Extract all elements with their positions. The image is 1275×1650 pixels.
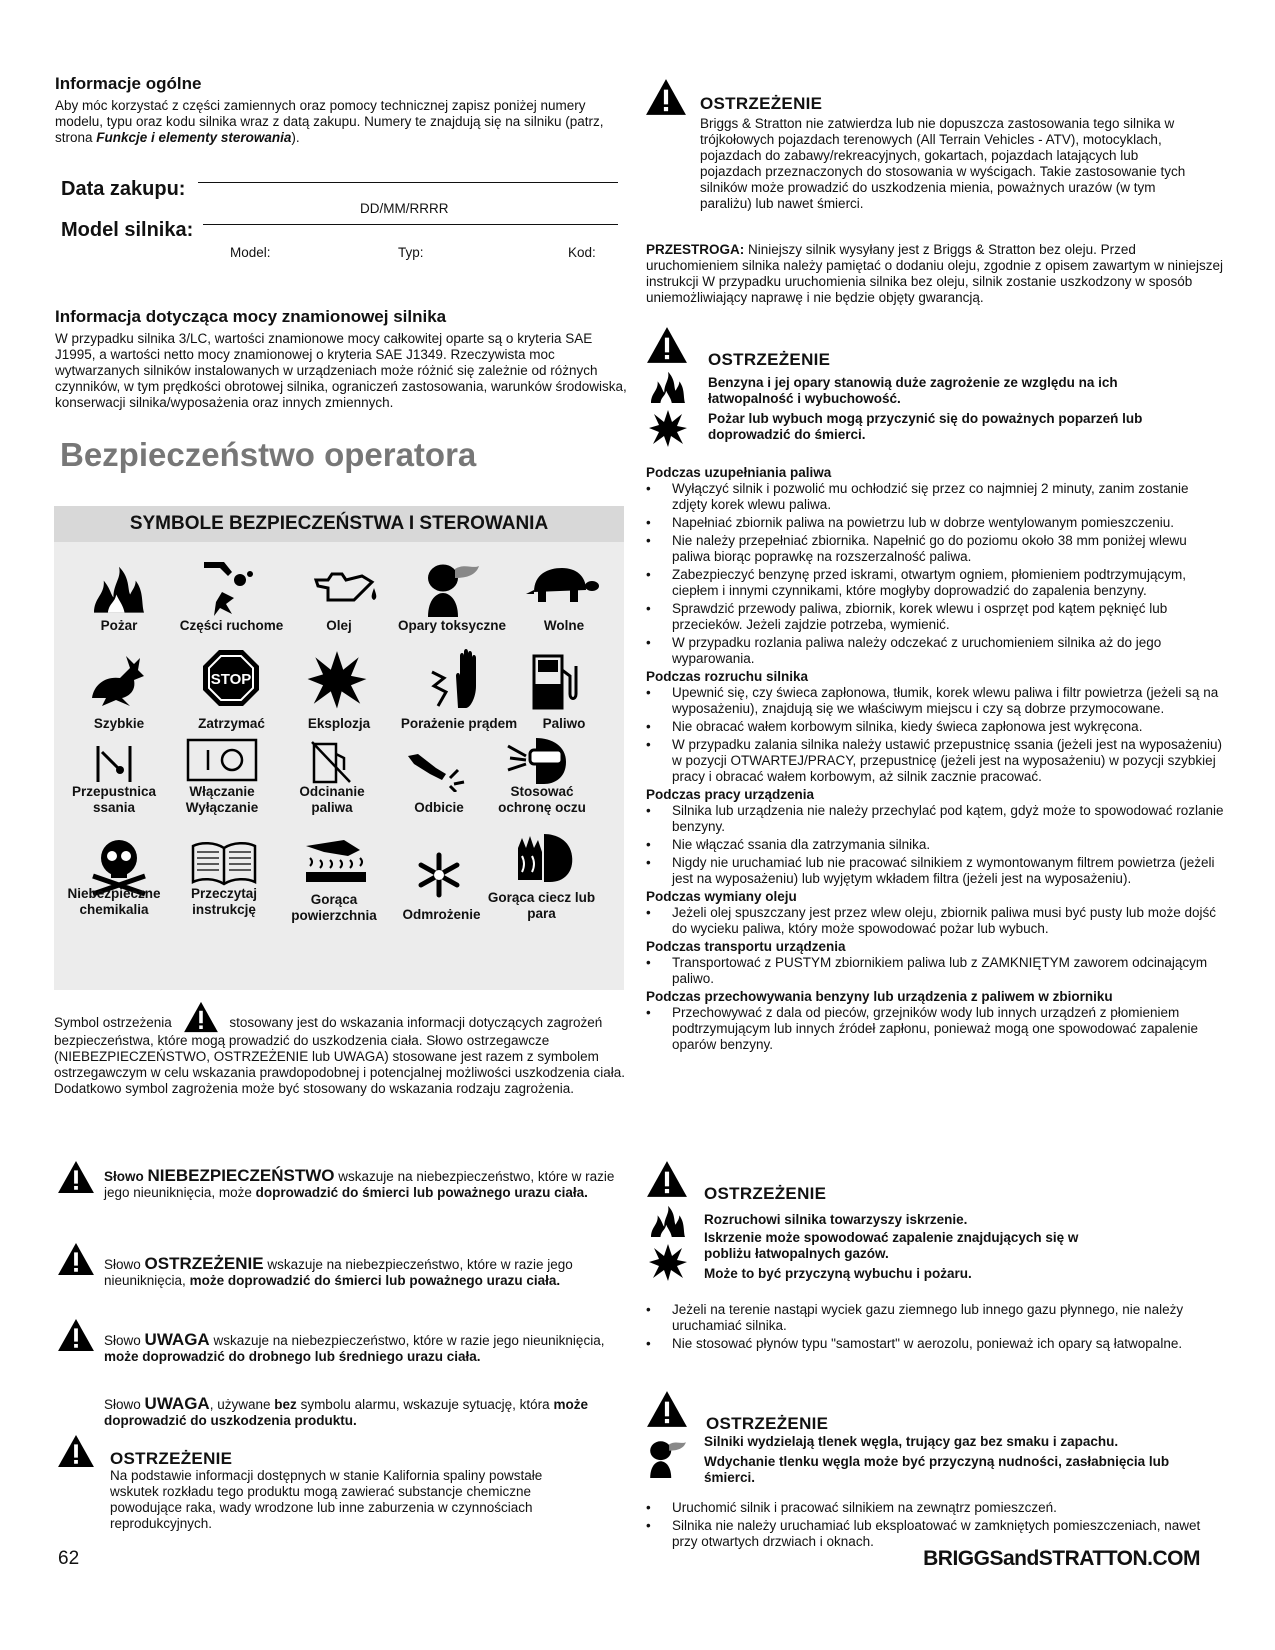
- list-item: • Nigdy nie uruchamiać lub nie pracować silnikiem z wymontowanym filtrem powietrza (jeżeli jest na wyposażeniu) lub wyjętym wkładem filtra (jeżeli jest na wyposażeniu).: [646, 855, 1226, 887]
- symbol-label: Zatrzymać: [198, 716, 265, 731]
- symbol-label: Opary toksyczne: [397, 618, 507, 633]
- list-item: • Uruchomić silnik i pracować silnikiem na zewnątrz pomieszczeń.: [646, 1500, 1206, 1516]
- symbol-kickback: [406, 752, 476, 797]
- spark-warning-head: OSTRZEŻENIE: [704, 1184, 827, 1203]
- hot-liquid-icon: [514, 830, 576, 886]
- fuel-section-head: Podczas rozruchu silnika: [646, 669, 809, 684]
- warning-triangle-icon: [57, 1242, 95, 1276]
- danger-triangle-icon: [57, 1160, 95, 1194]
- atv-warning-head: OSTRZEŻENIE: [700, 94, 823, 113]
- co-warning-line2: Wdychanie tlenku węgla może być przyczyną nudności, zasłabnięcia lub śmierci.: [704, 1454, 1170, 1485]
- hot-surface-icon: [304, 836, 370, 886]
- fuel-warning-line1: Benzyna i jej opary stanowią duże zagrożenie ze względu na ich łatwopalność i wybuchowość.: [708, 375, 1118, 406]
- fuel-warning-line2: Pożar lub wybuch mogą przyczynić się do poważnych poparzeń lub doprowadzić do śmierci.: [708, 411, 1143, 442]
- symbol-label: Gorąca ciecz lub para: [487, 890, 596, 921]
- frostbite-icon: [416, 852, 462, 898]
- symbol-label: Odcinanie paliwa: [299, 784, 365, 815]
- alert-triangle-icon: [182, 1001, 220, 1033]
- list-item: • Nie należy przepełniać zbiornika. Napełnić go do poziomu około 38 mm poniżej wlewu paliwa biorąc poprawkę na rozszerzalność paliwa.: [646, 533, 1226, 565]
- atv-warning-text: Briggs & Stratton nie zatwierdza lub nie dopuszcza zastosowania tego silnika w trójkołowych pojazdach terenowych (All Terrain Vehicles - ATV), motocyklach, pojazdach do zabawy/rekreacyjnych, gokartach, pojazdach latających lub pojazdach przeznaczonych do stosowania w wyścigach. Takie zastosowanie tych silników może prowadzić do uszkodzenia mienia, poważnych urazów (w tym paraliżu) lub nawet śmierci.: [700, 116, 1186, 211]
- warning-signal-text: Słowo OSTRZEŻENIE wskazuje na niebezpieczeństwo, które w razie jego nieuniknięcia, może doprowadzić do śmierci lub poważnego urazu ciała.: [104, 1254, 573, 1288]
- symbol-explosion: [306, 648, 368, 715]
- california-warning-text: Na podstawie informacji dostępnych w stanie Kalifornia spaliny powstałe wskutek rozkładu tego produktu mogą zawierać substancje chemiczne powodujące raka, wady wrodzone lub inne zaburzenia w czynnościach reprodukcyjnych.: [110, 1468, 543, 1531]
- list-item: • Jeżeli na terenie nastąpi wyciek gazu ziemnego lub innego gazu płynnego, nie należy uruchamiać silnika.: [646, 1302, 1206, 1334]
- symbol-label: Paliwo: [542, 716, 586, 731]
- svg-text:STOP: STOP: [210, 671, 252, 688]
- fuel-warning-head: OSTRZEŻENIE: [708, 350, 831, 369]
- symbol-label: Przepustnica ssania: [71, 784, 157, 815]
- fuel-section-head: Podczas transportu urządzenia: [646, 939, 846, 954]
- symbol-shock: [426, 646, 488, 715]
- power-rating-text: W przypadku silnika 3/LC, wartości znamionowe mocy całkowitej oparte są o kryteria SAE J1995, a wartości netto mocy znamionowej o kryteria SAE J1349. Rzeczywista moc wytwarzanych silników instalowanych w urządzeniach może różnić się zależnie od różnych czynników, w tym prędkości obrotowej silnika, ograniczeń zastosowania, warunków środowiska, konserwacji silnika/wyposażenia oraz innych zmiennych.: [55, 331, 627, 410]
- symbol-stop: [201, 648, 261, 713]
- list-item: • Transportować z PUSTYM zbiornikiem paliwa lub z ZAMKNIĘTYM zaworem odcinającym paliwo.: [646, 955, 1226, 987]
- explosion-icon: [648, 408, 688, 448]
- symbols-title-bar: SYMBOLE BEZPIECZEŃSTWA I STEROWANIA: [54, 506, 624, 542]
- code-sublabel: Kod:: [568, 245, 596, 260]
- symbol-choke: [94, 744, 134, 789]
- symbol-label: Odmrożenie: [402, 907, 481, 922]
- page-number: 62: [58, 1548, 80, 1569]
- fire-icon: [648, 1204, 688, 1238]
- symbol-eye-protection: [506, 736, 568, 791]
- spark-warning-line3: Może to być przyczyną wybuchu i pożaru.: [704, 1266, 972, 1281]
- california-warning-head: OSTRZEŻENIE: [110, 1449, 233, 1468]
- symbol-label: Eksplozja: [307, 716, 371, 731]
- fuel-section-head: Podczas uzupełniania paliwa: [646, 465, 832, 480]
- list-item: • Wyłączyć silnik i pozwolić mu ochłodzić się przez co najmniej 2 minuty, zanim zostanie zdjęty korek wlewu paliwa.: [646, 481, 1226, 513]
- list-item: • Silnika lub urządzenia nie należy przechylać pod kątem, gdyż może to spowodować rozlanie benzyny.: [646, 803, 1226, 835]
- symbol-label: Gorąca powierzchnia: [291, 892, 377, 923]
- alert-symbol-text: Symbol ostrzeżenia stosowany jest do wskazania informacji dotyczących zagrożeń bezpieczeństwa, które mogą prowadzić do uszkodzenia ciała. Słowo ostrzegawcze (NIEBEZPIECZEŃSTWO, OSTRZEŻENIE lub UWAGA) stosowane jest razem z symbolem ostrzegawczym w celu wskazania prawdopodobnej i potencjalnej możliwości uszkodzenia ciała. Dodatkowo symbol zagrożenia może być stosowany do wskazania rodzaju zagrożenia.: [54, 1001, 626, 1097]
- engine-model-label: Model silnika:: [61, 219, 194, 241]
- eye-protection-icon: [506, 736, 568, 786]
- fire-icon: [86, 564, 152, 614]
- symbol-toxic: [422, 556, 482, 623]
- toxic-fumes-icon: [646, 1436, 688, 1478]
- explosion-icon: [306, 648, 368, 710]
- purchase-date-label: Data zakupu:: [61, 178, 186, 200]
- section-title: Bezpieczeństwo operatora: [60, 436, 477, 473]
- symbol-label: Wolne: [543, 618, 585, 633]
- list-item: • Przechowywać z dala od pieców, grzejników wody lub innych urządzeń z płomieniem podtrzymującym lub innych źródeł zapłonu, ponieważ mogą one spowodować zapalenie oparów benzyny.: [646, 1005, 1226, 1053]
- symbol-label: Pożar: [100, 618, 138, 633]
- list-item: • W przypadku zalania silnika należy ustawić przepustnicę ssania (jeżeli jest na wyposażeniu) w pozycji OTWARTEJ/PRACY, przepustnicę (jeżeli jest na wyposażeniu) w pozycji szybkiej pracy i obracać wałem korbowym, aż silnik zacznie pracować.: [646, 737, 1226, 785]
- symbols-panel: [54, 506, 624, 990]
- list-item: • Jeżeli olej spuszczany jest przez wlew oleju, zbiornik paliwa musi być pusty lub może dojść do wycieku paliwa, który może spowodować pożar lub wybuch.: [646, 905, 1226, 937]
- symbol-label: Przeczytaj instrukcję: [190, 886, 258, 917]
- symbol-label: Stosować ochronę oczu: [498, 784, 586, 815]
- symbol-hot-liquid: [514, 830, 576, 891]
- power-rating-title: Informacja dotycząca mocy znamionowej silnika: [55, 307, 447, 326]
- engine-model-line: [203, 224, 618, 225]
- list-item: • Nie stosować płynów typu "samostart" w aerozolu, ponieważ ich opary są łatwopalne.: [646, 1336, 1206, 1352]
- fuel-safety-list: [646, 465, 1226, 1055]
- kickback-icon: [406, 752, 476, 792]
- oil-icon: [314, 566, 380, 608]
- on-off-icon: [186, 738, 258, 782]
- symbol-label: Porażenie prądem: [400, 716, 518, 731]
- list-item: • Zabezpieczyć benzynę przed iskrami, otwartym ogniem, płomieniem podtrzymującym, ciepłem i innymi czynnikami, które mogłyby doprowadzić do zapalenia benzyny.: [646, 567, 1226, 599]
- caution-signal-text: Słowo UWAGA wskazuje na niebezpieczeństwo, które w razie jego nieuniknięcia, może doprowadzić do drobnego lub średniego urazu ciała.: [104, 1330, 605, 1364]
- list-item: • W przypadku rozlania paliwa należy odczekać z uruchomieniem silnika aż do jego wyparowania.: [646, 635, 1226, 667]
- turtle-icon: [524, 564, 600, 604]
- symbol-fuel-shutoff: [310, 738, 354, 789]
- symbol-turtle: [524, 564, 600, 609]
- list-item: • Nie włączać ssania dla zatrzymania silnika.: [646, 837, 1226, 853]
- purchase-date-line: [198, 182, 618, 183]
- atv-warning-triangle-icon: [645, 78, 687, 116]
- oil-caution: PRZESTROGA: Niniejszy silnik wysyłany jest z Briggs & Stratton bez oleju. Przed uruchomieniem silnika należy pamiętać o dodaniu oleju, zgodnie z opisem zawartym w niniejszej instrukcji W przypadku uruchomienia silnika bez oleju, silnik zostanie uszkodzony w sposób uniemożliwiający naprawę i nie będzie objęty gwarancją.: [646, 242, 1224, 305]
- spark-warning-triangle-icon: [646, 1160, 688, 1198]
- fuel-section-head: Podczas pracy urządzenia: [646, 787, 815, 802]
- symbol-hot-surface: [304, 836, 370, 891]
- type-sublabel: Typ:: [398, 245, 424, 260]
- list-item: • Upewnić się, czy świeca zapłonowa, tłumik, korek wlewu paliwa i filtr powietrza (jeżeli są na wyposażeniu), znajdują się we właściwym miejscu i czy są dobrze przymocowane.: [646, 685, 1226, 717]
- list-item: • Silnika nie należy uruchamiać lub eksploatować w zamkniętych pomieszczeniach, nawet przy otwartych drzwiach i oknach.: [646, 1518, 1206, 1550]
- general-info-text: Aby móc korzystać z części zamiennych oraz pomocy technicznej zapisz poniżej numery modelu, typu oraz kodu silnika wraz z datą zakupu. Numery te znajdują się na silniku (patrz, strona Funkcje i elementy sterowania).: [55, 98, 604, 145]
- california-triangle-icon: [57, 1434, 95, 1468]
- fuel-section-head: Podczas przechowywania benzyny lub urządzenia z paliwem w zbiorniku: [646, 989, 1113, 1004]
- choke-icon: [94, 744, 134, 784]
- symbol-label: Włączanie Wyłączanie: [185, 784, 259, 815]
- symbol-rabbit: [86, 654, 146, 713]
- rabbit-icon: [86, 654, 146, 708]
- symbol-fuel: [530, 650, 580, 715]
- co-warning-head: OSTRZEŻENIE: [706, 1414, 829, 1433]
- general-info-title: Informacje ogólne: [55, 74, 202, 93]
- manual-icon: [189, 840, 259, 886]
- symbol-label: Olej: [326, 618, 352, 633]
- caution-triangle-icon: [57, 1318, 95, 1352]
- co-warning-triangle-icon: [646, 1390, 688, 1428]
- date-format: DD/MM/RRRR: [360, 201, 449, 216]
- model-sublabel: Model:: [230, 245, 271, 260]
- symbol-label: Szybkie: [93, 716, 145, 731]
- symbol-on-off: [186, 738, 258, 787]
- danger-signal-text: Słowo NIEBEZPIECZEŃSTWO wskazuje na niebezpieczeństwo, które w razie jego nieuniknięcia, może doprowadzić do śmierci lub poważnego urazu ciała.: [104, 1166, 615, 1200]
- stop-icon: [201, 648, 261, 708]
- symbol-fire: [84, 564, 154, 619]
- symbol-manual: [189, 840, 259, 891]
- fuel-shutoff-icon: [310, 738, 354, 784]
- symbol-label: Części ruchome: [179, 618, 284, 633]
- toxic-fumes-icon: [422, 556, 482, 618]
- notice-signal-text: Słowo UWAGA, używane bez symbolu alarmu, wskazuje sytuację, która może doprowadzić do uszkodzenia produktu.: [104, 1394, 588, 1428]
- moving-parts-icon: [202, 558, 258, 618]
- site-footer: BRIGGSandSTRATTON.COM: [923, 1547, 1200, 1570]
- symbol-label: Niebezpieczne chemikalia: [67, 886, 161, 917]
- fire-icon: [648, 370, 688, 404]
- fuel-section-head: Podczas wymiany oleju: [646, 889, 797, 904]
- electric-shock-icon: [426, 646, 488, 710]
- symbol-moving-parts: [202, 558, 258, 623]
- spark-warning-line2: Iskrzenie może spowodować zapalenie znajdujących się w pobliżu łatwopalnych gazów.: [704, 1230, 1079, 1261]
- list-item: • Napełniać zbiornik paliwa na powietrzu lub w dobrze wentylowanym pomieszczeniu.: [646, 515, 1226, 531]
- symbol-label: Odbicie: [414, 800, 464, 815]
- list-item: • Nie obracać wałem korbowym silnika, kiedy świeca zapłonowa jest wykręcona.: [646, 719, 1226, 735]
- list-item: • Sprawdzić przewody paliwa, zbiornik, korek wlewu i osprzęt pod kątem pęknięć lub przecieków. Jeżeli zajdzie potrzeba, wymienić.: [646, 601, 1226, 633]
- spark-warning-line1: Rozruchowi silnika towarzyszy iskrzenie.: [704, 1212, 968, 1227]
- explosion-icon: [648, 1242, 688, 1282]
- fuel-icon: [530, 650, 580, 710]
- fuel-warning-triangle-icon: [646, 326, 688, 364]
- co-warning-line1: Silniki wydzielają tlenek węgla, trujący gaz bez smaku i zapachu.: [704, 1434, 1119, 1449]
- symbol-oil: [314, 566, 380, 613]
- symbol-frostbite: [416, 852, 462, 903]
